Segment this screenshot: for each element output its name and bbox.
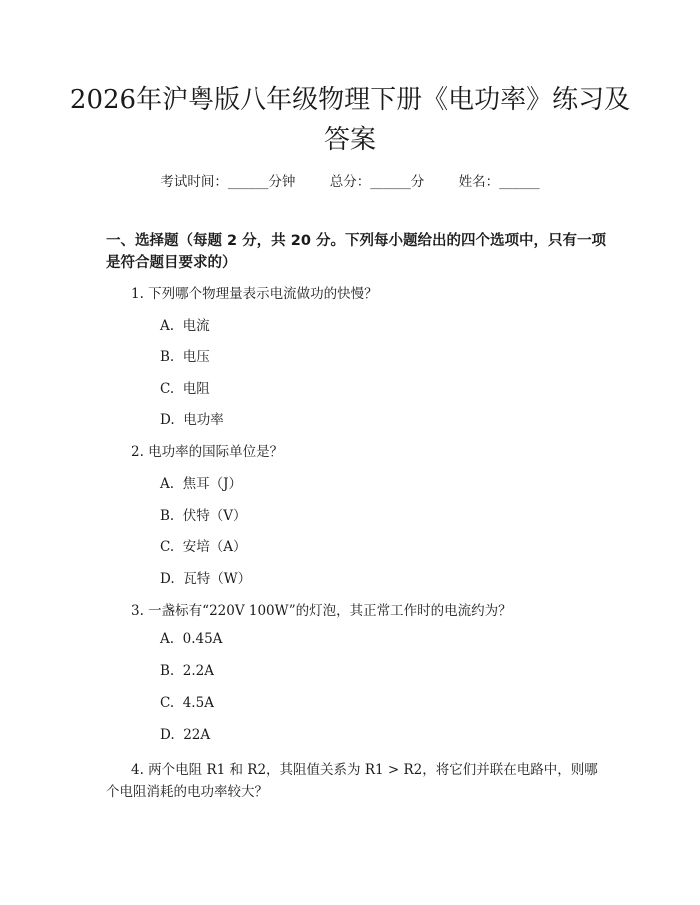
name-field: 姓名：______ [458,174,540,190]
exam-time-field: 考试时间：______分钟 [160,174,296,190]
question-3-option-b: B. 2.2A [160,663,215,679]
question-1: 1. 下列哪个物理量表示电流做功的快慢？ [131,286,378,302]
document-title: 2026年沪粤版八年级物理下册《电功率》练习及答案 [69,85,631,155]
section-heading: 一、选择题（每题 2 分，共 20 分。下列每小题给出的四个选项中，只有一项是符合题目要求的） [106,233,606,271]
question-1-option-d: D. 电功率 [160,412,224,428]
question-4: 4. 两个电阻 R1 和 R2，其阻值关系为 R1 > R2，将它们并联在电路中，则哪个电阻消耗的电功率较大？ [106,762,598,800]
exam-meta-line [0,170,700,190]
question-2-option-c: C. 安培（A） [160,539,247,555]
question-3: 3. 一盏标有“220V 100W”的灯泡，其正常工作时的电流约为？ [131,603,512,619]
question-3-option-d: D. 22A [160,727,211,743]
question-2-option-d: D. 瓦特（W） [160,571,252,587]
question-1-option-b: B. 电压 [160,349,210,365]
question-3-option-a: A. 0.45A [160,631,223,647]
question-1-option-a: A. 电流 [160,318,210,334]
question-2: 2. 电功率的国际单位是？ [131,444,284,460]
question-2-option-b: B. 伏特（V） [160,508,247,524]
question-2-option-a: A. 焦耳（J） [160,476,243,492]
question-3-option-c: C. 4.5A [160,695,214,711]
question-1-option-c: C. 电阻 [160,381,210,397]
total-score-field: 总分：______分 [329,174,425,190]
